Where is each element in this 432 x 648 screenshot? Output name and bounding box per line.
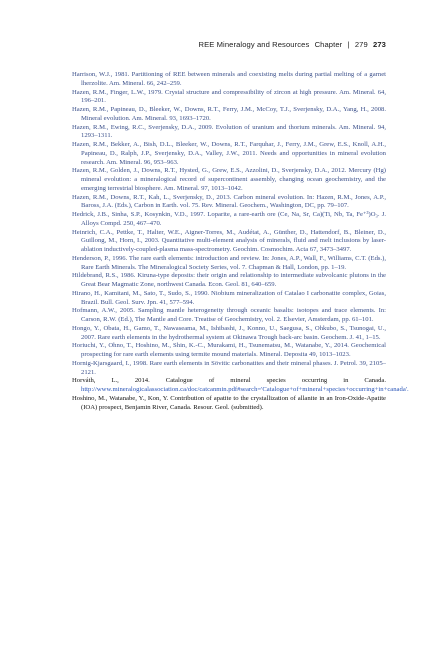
reference-text: Hirano, H., Kamitani, M., Sato, T., Sudo, S., 1990. Niobium mineralization of Catalao I carbonatite complex, Goias, Brazil. Bull. Geol. Surv. Jpn. 41, 577–594. [72,289,386,306]
reference-text: Horváth, L., 2014. Catalogue of mineral species occurring in Canada. [72,377,386,385]
chapter-label: Chapter [314,40,343,49]
reference-text: Harrison, W.J., 1981. Partitioning of REE between minerals and coexisting melts during partial melting of a garnet lherzolite. Am. Mineral. 66, 242–259. [72,71,386,87]
reference-entry [72,395,386,413]
reference-text: Hildebrand, R.S., 1986. Kiruna-type deposits: their origin and relationship to intermediate subvolcanic plutons in the Great Bear Magmatic Zone, northwest Canada. Econ. Geol. 81, 640–659. [72,272,386,288]
reference-entry [72,307,386,325]
reference-text: Horiuchi, Y., Ohno, T., Hoshino, M., Shin, K.-C., Murakami, H., Tsunematsu, M., Watanabe, Y., 2014. Geochemical prospecting for rare earth elements using termite mound materials. Mineral. Deposita 49, 1013–1023. [72,342,386,358]
reference-entry [72,71,386,89]
header-separator: | [347,40,350,49]
reference-entry [72,141,386,167]
reference-entry [72,229,386,255]
reference-entry [72,325,386,343]
reference-text: Hazen, R.M., Papineau, D., Bleeker, W., Downs, R.T., Ferry, J.M., McCoy, T.J., Sverjensky, D.A., Yang, H., 2008. Mineral evolution. Am. Mineral. 93, 1693–1720. [72,106,386,122]
reference-list [72,71,409,412]
reference-text: Henderson, P., 1996. The rare earth elements: introduction and review. In: Jones, A.P., Wall, F., Williams, C.T. (Eds.), Rare Earth Minerals. The Mineralogical Society Series, vol. 7. Chapman & Hall, London, pp. 1–19. [72,254,386,271]
reference-text: Hazen, R.M., Bekker, A., Bish, D.L., Bleeker, W., Downs, R.T., Farquhar, J., Ferry, J.M., Grew, E.S., Knoll, A.H., Papineau, D., Ralph, J.P., Sverjensky, D.A., Valley, J.W., 2011. Needs and opportunities in mineral evolution research. Am. Mineral. 96, 953–963. [72,141,386,166]
reference-entry [72,342,386,360]
reference-entry [72,89,386,107]
reference-link[interactable]: http://www.mineralogicalassociation.ca/doc/catcanmin.pdf#search='Catalogue+of+mineral+species+occurring+in+canada'. [81,386,409,393]
reference-entry [72,272,386,290]
reference-text: Hongo, Y., Obata, H., Gamo, T., Nawaseama, M., Ishibashi, J., Konno, U., Saegusa, S., Ohkubo, S., Tsunogai, U., 2007. Rare earth elements in the hydrothermal system at Okinawa Trough back-arc basin. Geochem. J. 41, 1–15. [72,324,386,341]
running-title: REE Mineralogy and Resources [198,40,310,49]
page-number: 273 [373,40,386,49]
reference-entry [72,377,409,395]
reference-entry [72,255,386,273]
reference-entry [72,211,386,229]
reference-text: Hazen, R.M., Finger, L.W., 1979. Crystal structure and compressibility of zircon at high pressure. Am. Mineral. 64, 196–201. [72,88,386,105]
reference-entry [72,106,386,124]
reference-text: Hornig-Kjarsgaard, I., 1998. Rare earth elements in Sövitic carbonatites and their mineral phases. J. Petrol. 39, 2105–2121. [72,359,386,376]
reference-entry [72,124,386,142]
reference-entry [72,290,386,308]
reference-entry [72,167,386,193]
reference-text: Hofmann, A.W., 2005. Sampling mantle heterogeneity through oceanic basalts: isotopes and trace elements. In: Carson, R.W. (Ed.), The Mantle and Core. Treatise of Geochemistry, vol. 2. Elsevier, Amsterdam, pp. 61–101. [72,307,386,323]
reference-text: Hoshino, M., Watanabe, Y., Kon, Y. Contribution of apatite to the crystallization of allanite in an Iron-Oxide-Apatite (IOA) prospect, Benjamin River, Canada. Resour. Geol. (submitted). [72,394,386,411]
reference-text: Hazen, R.M., Golden, J., Downs, R.T., Hysted, G., Grew, E.S., Azzolini, D., Sverjensky, D.A., 2012. Mercury (Hg) mineral evolution: a mineralogical record of supercontinent assembly, changing ocean geochemistry, and the emerging terrestrial biosphere. Am. Mineral. 97, 1013–1042. [72,167,386,192]
reference-text: Hazen, R.M., Downs, R.T., Kah, L., Sverjensky, D., 2013. Carbon mineral evolution. In: Hazen, R.M., Jones, A.P., Baross, J.A. (Eds.), Carbon in Earth. vol. 75. Rev. Mineral. Geochem., Washington, DC, pp. 79–107. [72,193,386,210]
reference-text: Heinrich, C.A., Pettke, T., Halter, W.E., Aigner-Torres, M., Audétat, A., Günther, D., Hattendorf, B., Bleiner, D., Guillong, M., Horn, I., 2003. Quantitative multi-element analysis of minerals, fluid and melt inclusions by laser-ablation inductively-coupled-plasma mass-spectrometry. Geochim. Cosmochim. Acta 67, 3473–3497. [72,228,386,253]
reference-entry [72,360,386,378]
running-head [66,40,386,49]
reference-text: Hazen, R.M., Ewing, R.C., Sverjensky, D.A., 2009. Evolution of uranium and thorium minerals. Am. Mineral. 94, 1293–1311. [72,123,386,140]
reference-entry [72,194,386,212]
chapter-number: 279 [354,40,368,49]
reference-text: Hedrick, J.B., Sinha, S.P., Kosynkin, V.D., 1997. Loparite, a rare-earth ore (Ce, Na, Sr, Ca)(Ti, Nb, Ta, Fe⁺³)O₃. J. Alloys Compd. 250, 467–470. [72,211,386,227]
